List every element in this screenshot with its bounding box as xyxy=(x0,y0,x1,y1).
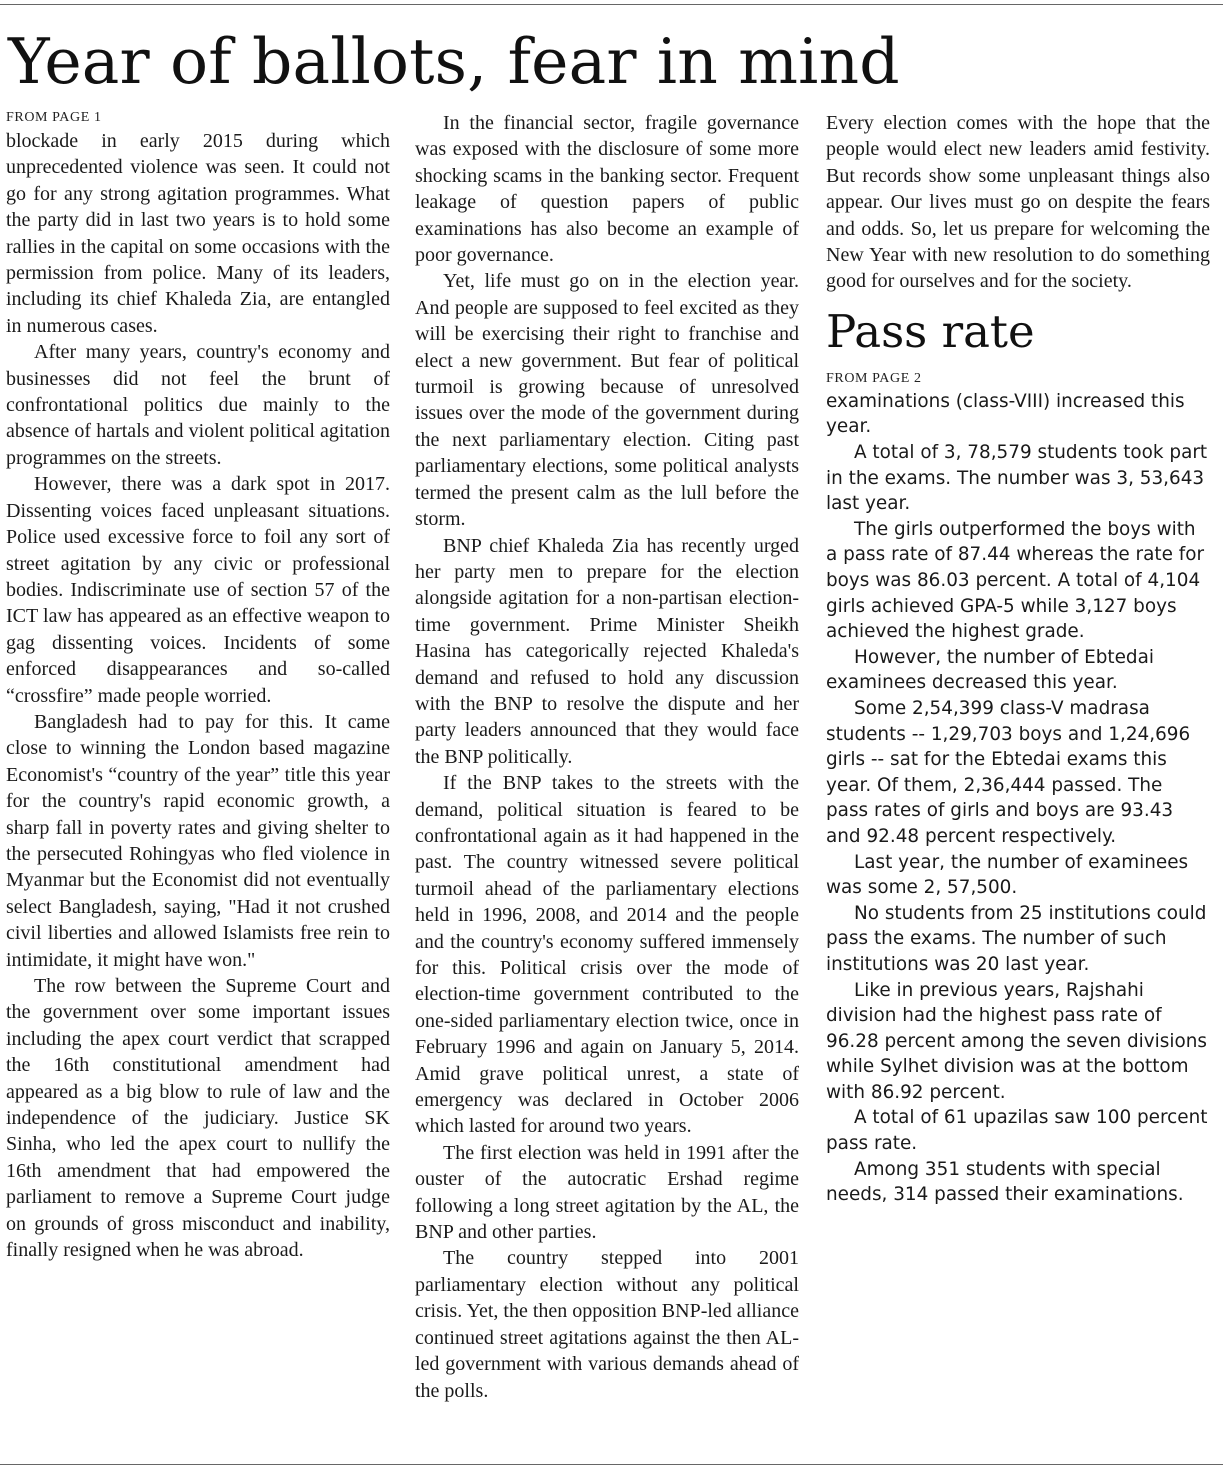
pass-rate-paragraph: A total of 61 upazilas saw 100 percent pass rate. xyxy=(826,1107,1208,1155)
kicker-from-page-1: FROM PAGE 1 xyxy=(6,110,102,125)
pass-rate-paragraph: examinations (class-VIII) increased this year. xyxy=(826,390,1185,438)
article-paragraph: The country stepped into 2001 parliamentary election without any political crisis. Yet, the then opposition BNP-led alliance continued street agitations against the then AL-led government with various demands ahead of the polls. xyxy=(415,1247,799,1402)
article-paragraph: After many years, country's economy and businesses did not feel the brunt of confrontational politics due mainly to the absence of hartals and violent political agitation programmes on the streets. xyxy=(6,341,390,469)
pass-rate-paragraph: However, the number of Ebtedai examinees decreased this year. xyxy=(826,646,1154,694)
pass-rate-paragraph: The girls outperformed the boys with a pass rate of 87.44 whereas the rate for boys was 86.03 percent. A total of 4,104 girls achieved GPA-5 while 3,127 boys achieved the highest grade. xyxy=(826,518,1205,643)
pass-rate-paragraph: Like in previous years, Rajshahi division had the highest pass rate of 96.28 percent among the seven divisions while Sylhet division was at the bottom with 86.92 percent. xyxy=(826,979,1207,1103)
pass-rate-headline: Pass rate xyxy=(826,304,1035,358)
kicker-from-page-2: FROM PAGE 2 xyxy=(826,370,922,386)
column-1 xyxy=(6,110,390,1455)
article-paragraph: Yet, life must go on in the election year. And people are supposed to feel excited as they will be exercising their right to franchise and elect a new government. But fear of political turmoil is growing because of unresolved issues over the mode of the government during the next parliamentary election. Citing past parliamentary elections, some political analysts termed the present calm as the lull before the storm. xyxy=(415,270,799,531)
column-2 xyxy=(415,110,799,1455)
article-paragraph: The first election was held in 1991 after the ouster of the autocratic Ershad regime following a long street agitation by the AL, the BNP and other parties. xyxy=(415,1141,799,1244)
pass-rate-body xyxy=(826,389,1210,1208)
article-paragraph: Every election comes with the hope that the people would elect new leaders amid festivity. But records show some unpleasant things also appear. Our lives must go on despite the fears and odds. So, let us prepare for welcoming the New Year with new resolution to do something good for ourselves and for the society. xyxy=(826,112,1210,293)
article-paragraph: The row between the Supreme Court and the government over some important issues including the apex court verdict that scrapped the 16th constitutional amendment had appeared as a big blow to rule of law and the independence of the judiciary. Justice SK Sinha, who led the apex court to nullify the 16th amendment that had empowered the parliament to remove a Supreme Court judge on grounds of gross misconduct and inability, finally resigned when he was abroad. xyxy=(6,975,390,1262)
article-paragraph: However, there was a dark spot in 2017. Dissenting voices faced unpleasant situations. Police used excessive force to foil any sort of street agitation by any civic or professional bodies. Indiscriminate use of section 57 of the ICT law has appeared as an effective weapon to gag dissenting voices. Incidents of some enforced disappearances and so-called “crossfire” made people worried. xyxy=(6,473,390,707)
article-paragraph: If the BNP takes to the streets with the demand, political situation is feared to be confrontational again as it had happened in the past. The country witnessed severe political turmoil ahead of the parliamentary elections held in 1996, 2008, and 2014 and the people and the country's economy suffered immensely for this. Political crisis over the mode of election-time government contributed to the one-sided parliamentary election twice, once in February 1996 and again on January 5, 2014. Amid grave political unrest, a state of emergency was declared in October 2006 which lasted for around two years. xyxy=(415,772,799,1138)
pass-rate-paragraph: No students from 25 institutions could pass the exams. The number of such institutions was 20 last year. xyxy=(826,902,1207,975)
headline: Year of ballots, fear in mind xyxy=(8,25,900,98)
column-3 xyxy=(826,110,1210,1455)
pass-rate-paragraph: Last year, the number of examinees was some 2, 57,500. xyxy=(826,851,1189,899)
bottom-rule xyxy=(0,1464,1223,1465)
article-paragraph: blockade in early 2015 during which unprecedented violence was seen. It could not go for any strong agitation programmes. What the party did in last two years is to hold some rallies in the capital on some occasions with the permission from police. Many of its leaders, including its chief Khaleda Zia, are entangled in numerous cases. xyxy=(6,130,390,337)
article-paragraph: Bangladesh had to pay for this. It came close to winning the London based magazine Economist's “country of the year” title this year for the country's rapid economic growth, a sharp fall in poverty rates and giving shelter to the persecuted Rohingyas who fled violence in Myanmar but the Economist did not eventually select Bangladesh, saying, "Had it not crushed civil liberties and allowed Islamists free rein to intimidate, it might have won." xyxy=(6,710,390,971)
top-rule xyxy=(0,4,1223,5)
article-paragraph: In the financial sector, fragile governance was exposed with the disclosure of some more shocking scams in the banking sector. Frequent leakage of question papers of public examinations has also become an example of poor governance. xyxy=(415,112,799,267)
article-paragraph: BNP chief Khaleda Zia has recently urged her party men to prepare for the election alongside agitation for a non-partisan election-time government. Prime Minister Sheikh Hasina has categorically rejected Khaleda's demand and refused to hold any discussion with the BNP to resolve the dispute and her party leaders announced that they would face the BNP politically. xyxy=(415,534,799,768)
pass-rate-paragraph: Among 351 students with special needs, 314 passed their examinations. xyxy=(826,1158,1184,1206)
pass-rate-paragraph: Some 2,54,399 class-V madrasa students -- 1,29,703 boys and 1,24,696 girls -- sat for the Ebtedai exams this year. Of them, 2,36,444 passed. The pass rates of girls and boys are 93.43 and 92.48 percent respectively. xyxy=(826,697,1191,847)
pass-rate-paragraph: A total of 3, 78,579 students took part in the exams. The number was 3, 53,643 last year. xyxy=(826,442,1208,515)
